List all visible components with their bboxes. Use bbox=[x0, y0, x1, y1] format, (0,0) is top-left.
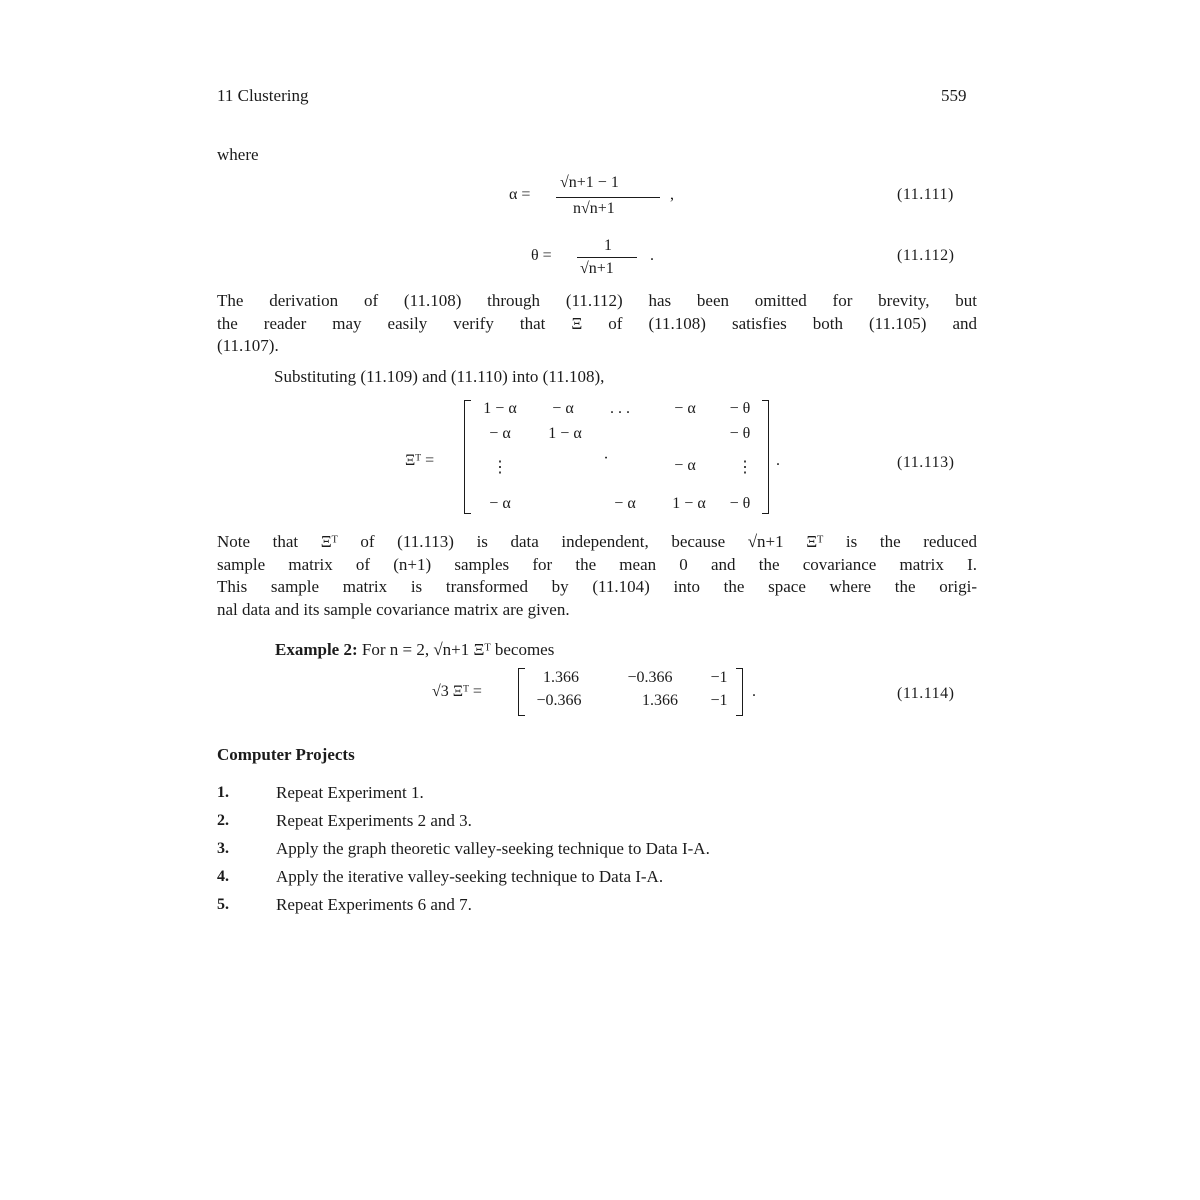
eq-114-lhs: √3 Ξᵀ = bbox=[432, 683, 482, 700]
matrix-cell: ⋮ bbox=[737, 459, 753, 476]
paragraph-line: the reader may easily verify that Ξ of (11.108) satisfies both (11.105) and bbox=[217, 313, 977, 333]
matrix-cell: − α bbox=[489, 495, 511, 512]
where-label: where bbox=[217, 145, 259, 164]
matrix-cell: −0.366 bbox=[536, 692, 582, 709]
matrix-cell: 1 − α bbox=[483, 400, 517, 417]
eq-113-number: (11.113) bbox=[897, 454, 955, 471]
paragraph-line: (11.107). bbox=[217, 336, 279, 355]
eq-111-trail: , bbox=[670, 186, 674, 203]
eq-111-numerator: √n+1 − 1 bbox=[560, 174, 619, 191]
matrix-cell: 1.366 bbox=[642, 692, 678, 709]
matrix-cell: − α bbox=[552, 400, 574, 417]
matrix-cell: 1 − α bbox=[672, 495, 706, 512]
matrix-cell: − θ bbox=[729, 495, 751, 512]
list-item-number: 4. bbox=[217, 868, 229, 885]
paragraph-line: sample matrix of (n+1) samples for the mean 0 and the covariance matrix I. bbox=[217, 554, 977, 574]
matrix-cell: 1.366 bbox=[543, 669, 579, 686]
list-item-text: Apply the graph theoretic valley-seeking technique to Data I-A. bbox=[276, 839, 710, 858]
eq-112-lhs: θ = bbox=[531, 247, 552, 264]
matrix-cell: − θ bbox=[729, 400, 751, 417]
matrix-cell: − θ bbox=[729, 425, 751, 442]
matrix-cell: −1 bbox=[710, 692, 728, 709]
computer-projects-heading: Computer Projects bbox=[217, 745, 355, 764]
example-text: For n = 2, √n+1 Ξᵀ becomes bbox=[361, 640, 555, 659]
eq-111-fraction-bar bbox=[556, 197, 660, 198]
matrix-cell: · bbox=[603, 450, 609, 467]
eq-112-number: (11.112) bbox=[897, 247, 955, 264]
list-item-number: 2. bbox=[217, 812, 229, 829]
paragraph-substituting: Substituting (11.109) and (11.110) into (11.108), bbox=[274, 367, 605, 386]
eq-114-number: (11.114) bbox=[897, 685, 955, 702]
paragraph-line: Note that Ξᵀ of (11.113) is data independent, because √n+1 Ξᵀ is the reduced bbox=[217, 532, 977, 551]
paragraph-derivation bbox=[217, 290, 977, 358]
list-item-text: Repeat Experiments 6 and 7. bbox=[276, 895, 472, 914]
eq-111-denominator: n√n+1 bbox=[573, 200, 615, 217]
page-number: 559 bbox=[941, 86, 967, 105]
eq-114-trail: . bbox=[752, 683, 756, 700]
eq-114-right-bracket bbox=[736, 668, 743, 716]
matrix-cell: . . . bbox=[610, 400, 630, 417]
eq-112-fraction-bar bbox=[577, 257, 637, 258]
matrix-cell: ⋮ bbox=[492, 459, 508, 476]
eq-113-lhs: Ξᵀ = bbox=[405, 452, 435, 469]
eq-112-numerator: 1 bbox=[604, 237, 612, 254]
matrix-cell: − α bbox=[614, 495, 636, 512]
eq-112-denominator: √n+1 bbox=[580, 260, 614, 277]
list-item-text: Repeat Experiments 2 and 3. bbox=[276, 811, 472, 830]
list-item-number: 5. bbox=[217, 896, 229, 913]
matrix-cell: − α bbox=[674, 457, 696, 474]
example-2-line bbox=[275, 638, 554, 661]
eq-111-number: (11.111) bbox=[897, 186, 954, 203]
list-item-text: Apply the iterative valley-seeking technique to Data I-A. bbox=[276, 867, 664, 886]
running-header-chapter: 11 Clustering bbox=[217, 86, 309, 105]
list-item-text: Repeat Experiment 1. bbox=[276, 783, 424, 802]
example-label: Example 2: bbox=[275, 640, 358, 659]
matrix-cell: −0.366 bbox=[627, 669, 673, 686]
paragraph-note bbox=[217, 531, 977, 621]
matrix-cell: − α bbox=[489, 425, 511, 442]
matrix-cell: 1 − α bbox=[548, 425, 582, 442]
paragraph-line: This sample matrix is transformed by (11.104) into the space where the origi- bbox=[217, 577, 977, 596]
eq-113-trail: . bbox=[776, 452, 780, 469]
paragraph-line: The derivation of (11.108) through (11.112) has been omitted for brevity, but bbox=[217, 291, 977, 310]
eq-111-lhs: α = bbox=[509, 186, 531, 203]
paragraph-line: nal data and its sample covariance matrix are given. bbox=[217, 599, 570, 619]
matrix-cell: −1 bbox=[710, 669, 728, 686]
list-item-number: 1. bbox=[217, 784, 229, 801]
matrix-cell: − α bbox=[674, 400, 696, 417]
list-item-number: 3. bbox=[217, 840, 229, 857]
eq-112-trail: . bbox=[650, 247, 654, 264]
